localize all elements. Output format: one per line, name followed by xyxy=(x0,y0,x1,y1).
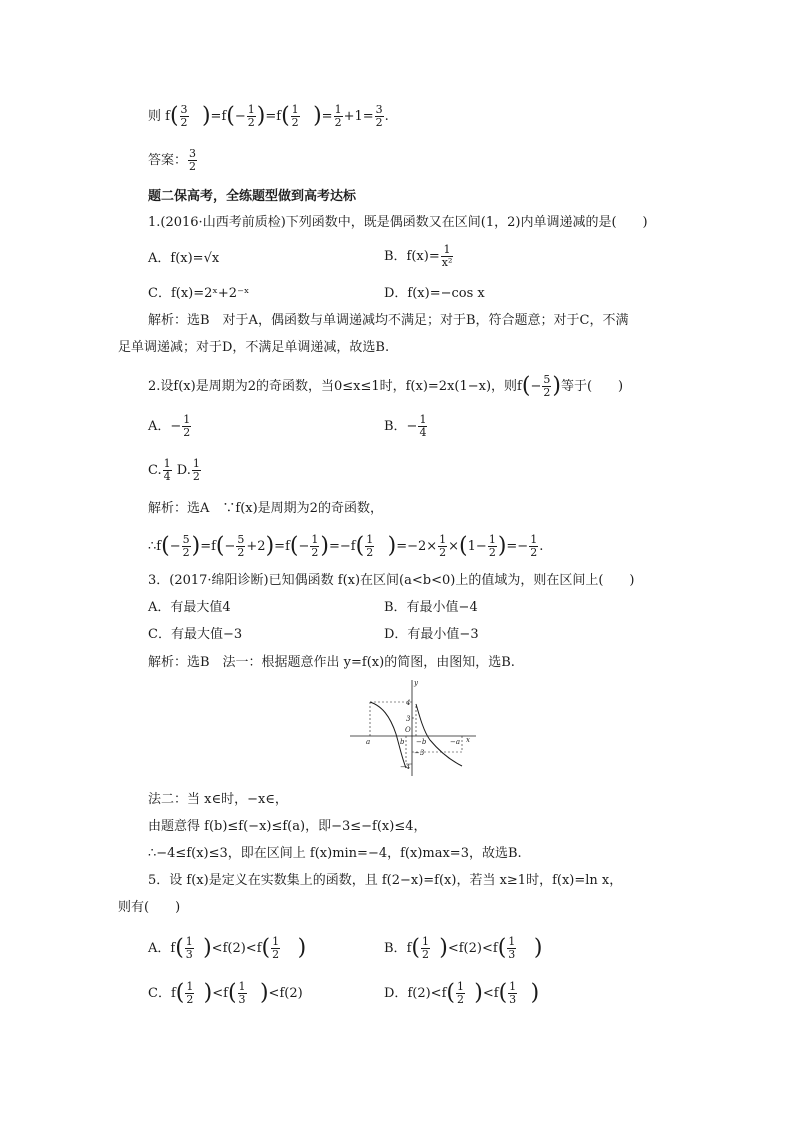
q1-option-c: C．f(x)=2ˣ+2⁻ˣ xyxy=(148,286,250,301)
q3-solution: 解析：选B 法一：根据题意作出 y=f(x)的简图，由图知，选B. xyxy=(148,655,515,670)
tick-3: 3 xyxy=(406,715,411,723)
label-b: b xyxy=(400,738,405,746)
fraction: $\frac{3}{2}$ xyxy=(180,103,188,129)
line-top-equation: 则 f( $\frac{3}{2}$ )=f(− $\frac{1}{2}$ )=f( $\frac{1}{2}$ )= $\frac{1}{2}$ +1= $\frac{3}{2}$ . xyxy=(148,103,389,129)
q3-stem: 3．(2017·绵阳诊断)已知偶函数 f(x)在区间(a<b<0)上的值域为，则在区间上( ) xyxy=(148,573,635,588)
q1-stem: 1.(2016·山西考前质检)下列函数中，既是偶函数又在区间(1，2)内单调递减的是( ) xyxy=(148,215,648,230)
q3-option-a: A．有最大值4 xyxy=(148,600,231,615)
function-sketch-graph xyxy=(350,676,480,776)
q2-option-b: B．− $\frac{1}{4}$ xyxy=(384,413,427,439)
q5-stem-1: 5．设 f(x)是定义在实数集上的函数，且 f(2−x)=f(x)，若当 x≥1时，f(x)=ln x， xyxy=(148,873,623,888)
section-title: 题二保高考，全练题型做到高考达标 xyxy=(148,189,357,204)
q5-option-a: A．f( $\frac{1}{3}$ )<f(2)<f( $\frac{1}{2}$ ) xyxy=(148,935,307,961)
q3-method2-2: 由题意得 f(b)≤f(−x)≤f(a)，即−3≤−f(x)≤4， xyxy=(148,819,427,834)
curve-left xyxy=(370,702,406,768)
q2-solution-2: ∴f(− $\frac{5}{2}$ )=f(− $\frac{5}{2}$ +2)=f(− $\frac{1}{2}$ )=−f( $\frac{1}{2}$ )=−2× $\frac{1}{2}$ ×(1− $\frac{1}{2}$ )=− $\frac{1}{2}$ . xyxy=(148,533,544,559)
label-neg-a: −a xyxy=(450,738,461,746)
q3-method2-1: 法二：当 x∈时，−x∈， xyxy=(148,792,288,807)
q1-solution-2: 足单调递减；对于D，不满足单调递减，故选B. xyxy=(118,340,390,355)
q3-option-b: B．有最小值−4 xyxy=(384,600,478,615)
answer-line: 答案： $\frac{3}{2}$ xyxy=(148,147,197,173)
label-neg-b: −b xyxy=(416,738,427,746)
q2-stem: 2.设f(x)是周期为2的奇函数，当0≤x≤1时，f(x)=2x(1−x)，则f(− $\frac{5}{2}$ )等于( ) xyxy=(148,373,624,399)
q5-stem-2: 则有( ) xyxy=(118,900,181,915)
label-origin: O xyxy=(405,726,411,734)
q1-option-a: A．f(x)=√x xyxy=(148,251,220,266)
label-x: x xyxy=(466,736,470,744)
q5-option-c: C．f( $\frac{1}{2}$ )<f( $\frac{1}{3}$ )<f(2) xyxy=(148,980,303,1006)
q1-option-d: D．f(x)=−cos x xyxy=(384,286,485,301)
q3-option-c: C．有最大值−3 xyxy=(148,627,243,642)
q3-option-d: D．有最小值−3 xyxy=(384,627,479,642)
q3-method2-3: ∴−4≤f(x)≤3，即在区间上 f(x)min=−4，f(x)max=3，故选B. xyxy=(148,846,522,861)
label-a: a xyxy=(366,738,371,746)
label-y: y xyxy=(414,679,418,687)
q1-solution-1: 解析：选B 对于A，偶函数与单调递减均不满足；对于B，符合题意；对于C，不满 xyxy=(148,313,629,328)
tick-neg-4: −4 xyxy=(400,763,411,771)
tick-neg-3: −3 xyxy=(414,749,425,757)
q2-solution-1: 解析：选A ∵f(x)是周期为2的奇函数， xyxy=(148,501,383,516)
q5-option-d: D．f(2)<f( $\frac{1}{2}$ )<f( $\frac{1}{3}$ ) xyxy=(384,980,540,1006)
q1-option-b: B．f(x)= $\frac{1}{\text{x²}}$ xyxy=(384,243,453,269)
q2-option-cd: C. $\frac{1}{4}$ D. $\frac{1}{2}$ xyxy=(148,457,200,483)
q5-option-b: B．f( $\frac{1}{2}$ )<f(2)<f( $\frac{1}{3}$ ) xyxy=(384,935,543,961)
q2-option-a: A．− $\frac{1}{2}$ xyxy=(148,413,191,439)
tick-4: 4 xyxy=(406,699,411,707)
